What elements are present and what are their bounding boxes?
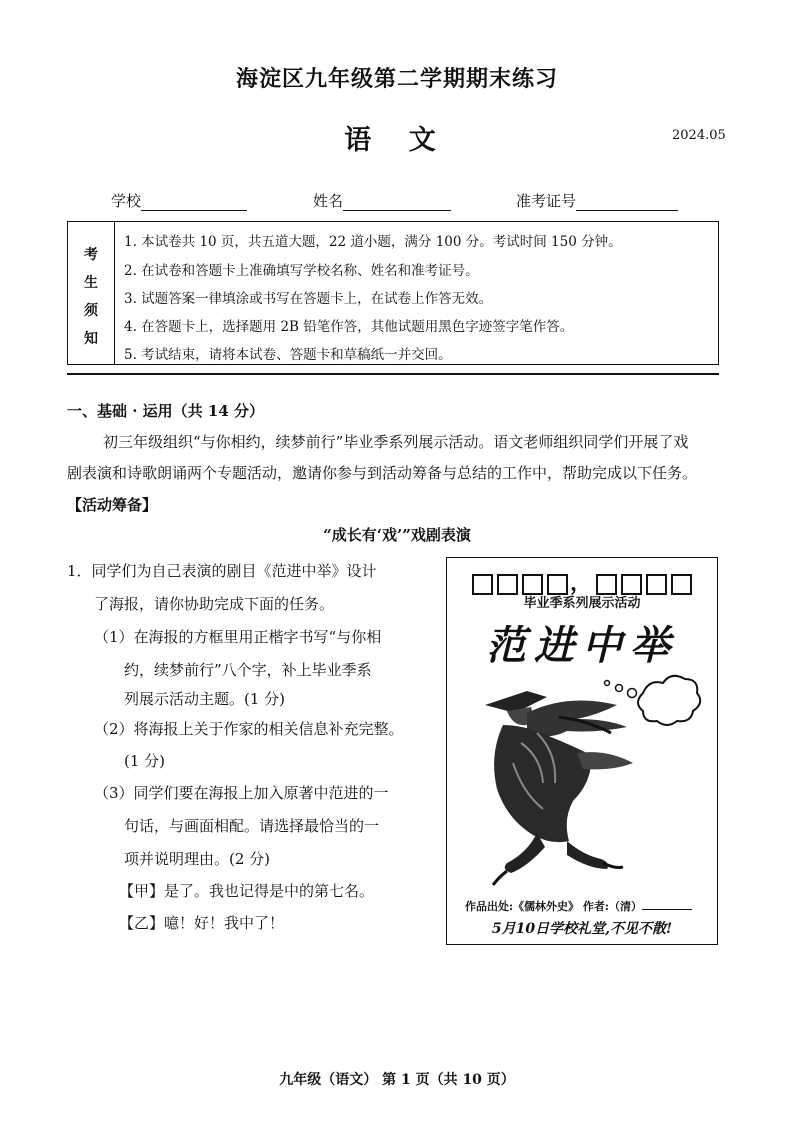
section-divider [67, 373, 719, 375]
notice-label-char: 须 [84, 303, 98, 319]
scholar-illustration [467, 673, 703, 891]
drama-heading: “成长有‘戏’”戏剧表演 [323, 526, 471, 544]
poster-footer: 5月10日学校礼堂,不见不散! [491, 921, 673, 937]
notice-item: 1. 本试卷共 10 页，共五道大题，22 道小题，满分 100 分。考试时间 150 分钟。 [124, 234, 622, 250]
play-poster [446, 557, 718, 945]
exam-date: 2024.05 [672, 128, 726, 143]
name-blank [343, 194, 451, 211]
intro-line: 剧表演和诗歌朗诵两个专题活动，邀请你参与到活动筹备与总结的工作中，帮助完成以下任务。 [67, 464, 698, 482]
subquestion-text: （1）在海报的方框里用正楷字书写“与你相 [94, 628, 382, 646]
subquestion-text: （3）同学们要在海报上加入原著中范进的一 [94, 784, 389, 802]
exam-id-label: 准考证号 [516, 192, 577, 210]
candidate-notice-box [67, 221, 719, 365]
subquestion-text: 句话，与画面相配。请选择最恰当的一 [124, 817, 380, 835]
poster-play-title: 范进中举 [486, 622, 678, 669]
name-field [313, 190, 451, 211]
notice-item: 2. 在试卷和答题卡上准确填写学校名称、姓名和准考证号。 [124, 263, 479, 279]
subquestion-text: （2）将海报上关于作家的相关信息补充完整。 [94, 720, 404, 738]
notice-item: 5. 考试结束，请将本试卷、答题卡和草稿纸一并交回。 [124, 347, 452, 363]
question-text: 1．同学们为自己表演的剧目《范进中举》设计 [67, 562, 377, 580]
exam-title: 海淀区九年级第二学期期末练习 [235, 66, 558, 92]
subquestion-text: 约，续梦前行”八个字，补上毕业季系 [124, 661, 372, 679]
notice-label-char: 知 [84, 331, 98, 347]
intro-line: 初三年级组织“与你相约，续梦前行”毕业季系列展示活动。语文老师组织同学们开展了戏 [103, 433, 689, 451]
school-label: 学校 [111, 192, 142, 210]
theme-comma: ， [569, 570, 594, 596]
name-label: 姓名 [313, 192, 344, 210]
school-blank [141, 194, 247, 211]
page-footer: 九年级（语文） 第 1 页（共 10 页） [279, 1072, 515, 1088]
poster-subtitle: 毕业季系列展示活动 [523, 596, 641, 611]
notice-item: 4. 在答题卡上，选择题用 2B 铅笔作答，其他试题用黑色字迹签字笔作答。 [124, 319, 574, 335]
exam-id-field [516, 190, 678, 211]
option-jia: 【甲】是了。我也记得是中的第七名。 [119, 882, 375, 900]
credit-text: 作品出处:《儒林外史》 作者:（清） [465, 900, 642, 913]
notice-label-char: 考 [84, 247, 98, 263]
section-heading: 一、基础 · 运用（共 14 分） [67, 402, 264, 420]
activity-prep-heading: 【活动筹备】 [67, 496, 158, 514]
notice-label-char: 生 [84, 275, 98, 291]
subquestion-text: (1 分) [124, 752, 166, 770]
author-blank [642, 909, 692, 910]
exam-id-blank [576, 194, 678, 211]
question-text: 了海报，请你协助完成下面的任务。 [94, 595, 335, 613]
subquestion-text: 项并说明理由。(2 分) [124, 850, 271, 868]
notice-item: 3. 试题答案一律填涂或书写在答题卡上，在试卷上作答无效。 [124, 291, 493, 307]
option-yi: 【乙】噫！好！我中了！ [119, 914, 285, 932]
author-credit [465, 898, 692, 914]
school-field [111, 190, 247, 211]
notice-label-column [68, 222, 115, 364]
subject-title: 语 文 [344, 125, 450, 156]
subquestion-text: 列展示活动主题。(1 分) [124, 690, 286, 708]
